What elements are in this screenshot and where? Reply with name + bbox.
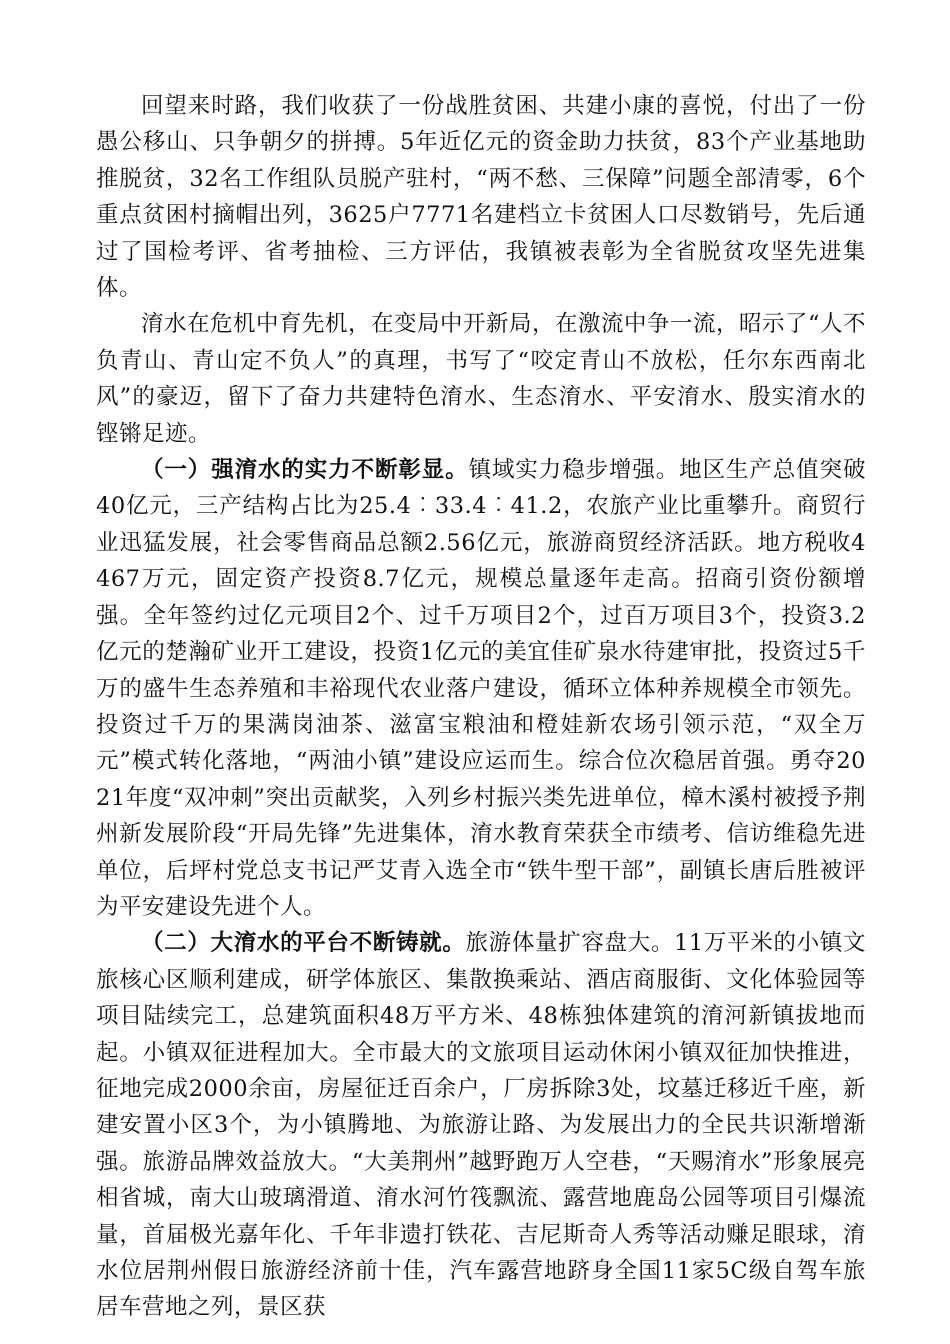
paragraph-platform-section [96, 925, 866, 1325]
paragraph-text: 淯水在危机中育先机，在变局中开新局，在激流中争一流，昭示了“人不负青山、青山定不负人”的真理，书写了“咬定青山不放松，任尔东西南北风”的豪迈，留下了奋力共建特色淯水、生态淯水、平安淯水、殷实淯水的铿锵足迹。 [96, 311, 867, 447]
paragraph-strength-section [96, 452, 866, 925]
section-heading: （二）大淯水的平台不断铸就。 [141, 930, 466, 957]
paragraph-text: 镇域实力稳步增强。地区生产总值突破40亿元，三产结构占比为25.4︰33.4︰41.2，农旅产业比重攀升。商贸行业迅猛发展，社会零售商品总额2.56亿元，旅游商贸经济活跃。地方税收4467万元，固定资产投资8.7亿元，规模总量逐年走高。招商引资份额增强。全年签约过亿元项目2个、过千万项目2个，过百万项目3个，投资3.2亿元的楚瀚矿业开工建设，投资1亿元的美宜佳矿泉水待建审批，投资过5千万的盛牛生态养殖和丰裕现代农业落户建设，循环立体种养规模全市领先。投资过千万的果满岗油茶、滋富宝粮油和橙娃新农场引领示范，“双全万元”模式转化落地，“两油小镇”建设应运而生。综合位次稳居首强。勇夺2021年度“双冲刺”突出贡献奖，入列乡村振兴类先进单位，樟木溪村被授予荆州新发展阶段“开局先锋”先进集体，淯水教育荣获全市绩考、信访维稳先进单位，后坪村党总支书记严艾青入选全市“铁牛型干部”，副镇长唐后胜被评为平安建设先进个人。 [96, 457, 866, 920]
document-page [96, 88, 866, 1326]
paragraph-text: 旅游体量扩容盘大。11万平米的小镇文旅核心区顺利建成，研学体旅区、集散换乘站、酒店商服街、文化体验园等项目陆续完工，总建筑面积48万平方米、48栋独体建筑的淯河新镇拔地而起。小镇双征进程加大。全市最大的文旅项目运动休闲小镇双征加快推进，征地完成2000余亩，房屋征迁百余户，厂房拆除3处，坟墓迁移近千座，新建安置小区3个，为小镇腾地、为旅游让路、为发展出力的全民共识渐增渐强。旅游品牌效益放大。“大美荆州”越野跑万人空巷，“天赐淯水”形象展亮相省城，南大山玻璃滑道、淯水河竹筏飘流、露营地鹿岛公园等项目引爆流量，首届极光嘉年化、千年非遗打铁花、吉尼斯奇人秀等活动赚足眼球，淯水位居荆州假日旅游经济前十佳，汽车露营地跻身全国11家5C级自驾车旅居车营地之列，景区获 [96, 930, 866, 1321]
paragraph-poverty-alleviation [96, 88, 866, 306]
section-heading: （一）强淯水的实力不断彰显。 [141, 457, 469, 484]
paragraph-text: 回望来时路，我们收获了一份战胜贫困、共建小康的喜悦，付出了一份愚公移山、只争朝夕的拼搏。5年近亿元的资金助力扶贫，83个产业基地助推脱贫，32名工作组队员脱产驻村，“两不愁、三保障”问题全部清零，6个重点贫困村摘帽出列，3625户7771名建档立卡贫困人口尽数销号，先后通过了国检考评、省考抽检、三方评估，我镇被表彰为全省脱贫攻坚先进集体。 [96, 93, 866, 302]
paragraph-new-chapter [96, 306, 866, 452]
